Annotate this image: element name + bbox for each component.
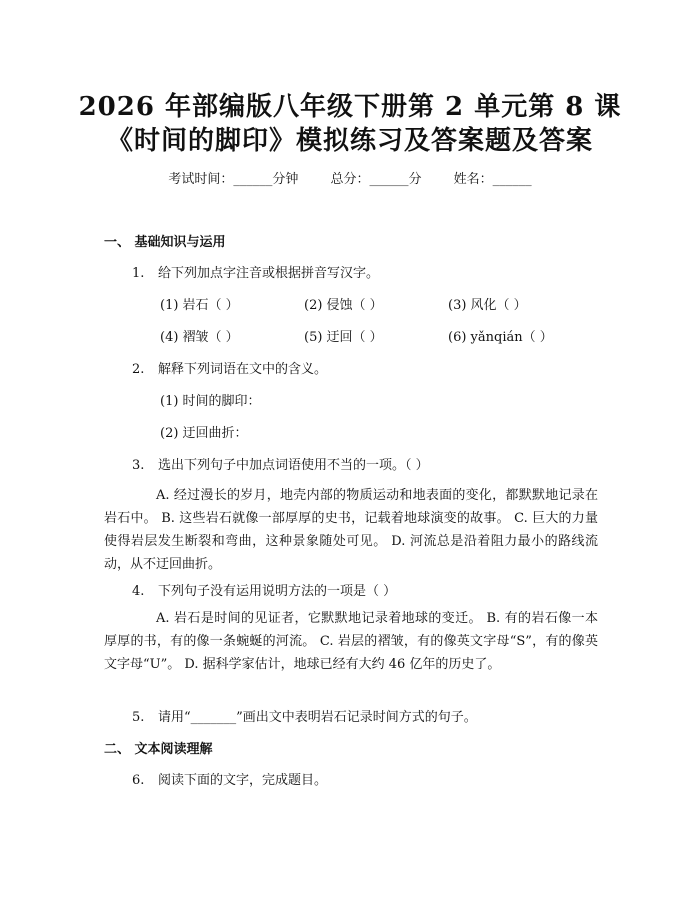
- question-number: 5.: [132, 710, 145, 725]
- exam-time: 考试时间：______分钟: [168, 172, 299, 187]
- q1-item-6: (6) yǎnqián（ ）: [448, 330, 553, 345]
- question-text: 请用“_______”画出文中表明岩石记录时间方式的句子。: [158, 710, 477, 725]
- question-3: [132, 454, 429, 473]
- question-text: 阅读下面的文字，完成题目。: [158, 773, 328, 788]
- doc-title-line2: 《时间的脚印》模拟练习及答案题及答案: [106, 126, 593, 156]
- question-number: 2.: [132, 362, 145, 377]
- q2-item-2: (2) 迂回曲折：: [160, 426, 248, 441]
- question-number: 3.: [132, 458, 145, 473]
- question-number: 1.: [132, 266, 145, 281]
- doc-title-line1: 2026 年部编版八年级下册第 2 单元第 8 课: [78, 92, 622, 122]
- question-6: [132, 769, 327, 788]
- q3-options: A. 经过漫长的岁月，地壳内部的物质运动和地表面的变化，都默默地记录在岩石中。 B. 这些岩石就像一部厚厚的史书，记载着地球演变的故事。 C. 巨大的力量使得岩层发生断裂和弯曲，这种景象随处可见。 D. 河流总是沿着阻力最小的路线流动，从不迂回曲折。: [104, 488, 598, 572]
- q1-item-4: (4) 褶皱（ ）: [160, 330, 239, 345]
- exam-name: 姓名：______: [453, 172, 532, 187]
- question-text: 选出下列句子中加点词语使用不当的一项。（ ）: [158, 458, 429, 473]
- question-text: 下列句子没有运用说明方法的一项是（ ）: [158, 584, 397, 599]
- question-number: 6.: [132, 773, 145, 788]
- section1-heading: 一、 基础知识与运用: [104, 235, 226, 250]
- q4-options: A. 岩石是时间的见证者，它默默地记录着地球的变迁。 B. 有的岩石像一本厚厚的书，有的像一条蜿蜒的河流。 C. 岩层的褶皱，有的像英文字母“S”，有的像英文字母“U”。 D. 据科学家估计，地球已经有大约 46 亿年的历史了。: [104, 611, 598, 672]
- question-2: [132, 358, 327, 377]
- question-text: 解释下列词语在文中的含义。: [158, 362, 328, 377]
- q1-item-2: (2) 侵蚀（ ）: [304, 298, 383, 313]
- exam-score: 总分：______分: [330, 172, 422, 187]
- question-text: 给下列加点字注音或根据拼音写汉字。: [158, 266, 380, 281]
- question-4: [132, 580, 396, 599]
- question-5: [132, 706, 477, 725]
- q1-item-3: (3) 风化（ ）: [448, 298, 527, 313]
- q1-item-5: (5) 迂回（ ）: [304, 330, 383, 345]
- section2-heading: 二、 文本阅读理解: [104, 742, 213, 757]
- exam-info: [0, 168, 700, 187]
- q1-item-1: (1) 岩石（ ）: [160, 298, 239, 313]
- q2-item-1: (1) 时间的脚印：: [160, 394, 261, 409]
- question-number: 4.: [132, 584, 145, 599]
- question-1: [132, 262, 379, 281]
